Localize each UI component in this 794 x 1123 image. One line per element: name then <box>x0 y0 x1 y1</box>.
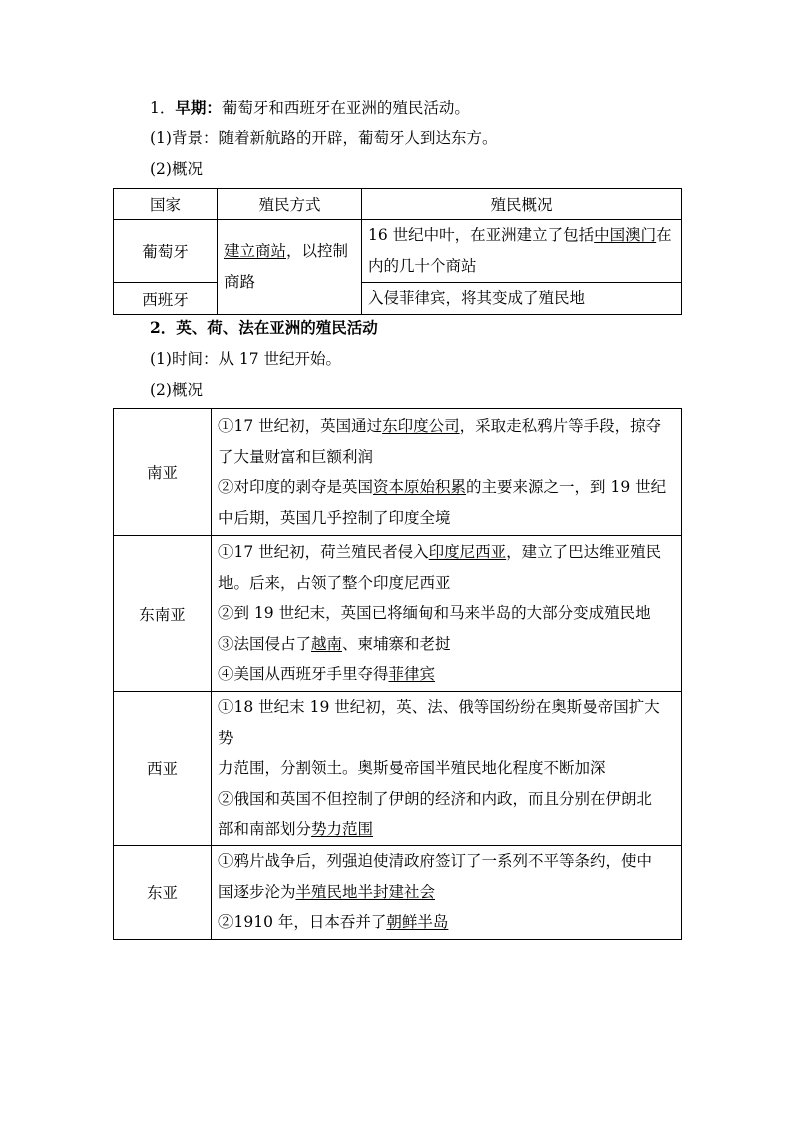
header-method: 殖民方式 <box>218 189 362 220</box>
colonial-table-early <box>113 188 682 315</box>
region-southeast-asia: 东南亚 <box>114 536 212 692</box>
section2-overview-label: (2)概况 <box>150 381 203 399</box>
section1-heading: 1．早期：葡萄牙和西班牙在亚洲的殖民活动。 <box>150 98 470 117</box>
content-south-asia: ①17 世纪初，英国通过东印度公司，采取走私鸦片等手段，掠夺 了大量财富和巨额利润 ②对印度的剥夺是英国资本原始积累的主要来源之一，到 19 世纪 中后期，英国几乎控制了印度全境 <box>212 409 682 536</box>
table-header-row <box>114 189 682 220</box>
country-spain: 西班牙 <box>114 283 218 315</box>
header-country: 国家 <box>114 189 218 220</box>
content-east-asia: ①鸦片战争后，列强迫使清政府签订了一系列不平等条约，使中 国逐步沦为半殖民地半封建社会 ②1910 年，日本吞并了朝鲜半岛 <box>212 845 682 939</box>
section1-overview-label: (2)概况 <box>150 160 203 178</box>
region-west-asia: 西亚 <box>114 692 212 846</box>
section1-background: (1)背景：随着新航路的开辟，葡萄牙人到达东方。 <box>150 129 498 147</box>
section2-time: (1)时间：从 17 世纪开始。 <box>150 350 342 368</box>
colonial-table-later <box>113 408 682 940</box>
table-row-south-asia <box>114 409 682 536</box>
content-southeast-asia: ①17 世纪初，荷兰殖民者侵入印度尼西亚，建立了巴达维亚殖民 地。后来，占领了整个印度尼西亚 ②到 19 世纪末，英国已将缅甸和马来半岛的大部分变成殖民地 ③法国侵占了越南、柬埔寨和老挝 ④美国从西班牙手里夺得菲律宾 <box>212 536 682 692</box>
content-west-asia: ①18 世纪末 19 世纪初，英、法、俄等国纷纷在奥斯曼帝国扩大势 力范围，分割领土。奥斯曼帝国半殖民地化程度不断加深 ②俄国和英国不但控制了伊朗的经济和内政，而且分别在伊朗北 部和南部划分势力范围 <box>212 692 682 846</box>
table-row-portugal <box>114 220 682 283</box>
method-cell: 建立商站，以控制 商路 <box>218 220 362 315</box>
table-row-west-asia <box>114 692 682 846</box>
overview-spain: 入侵菲律宾，将其变成了殖民地 <box>362 283 682 315</box>
region-south-asia: 南亚 <box>114 409 212 536</box>
country-portugal: 葡萄牙 <box>114 220 218 283</box>
overview-portugal: 16 世纪中叶，在亚洲建立了包括中国澳门在 内的几十个商站 <box>362 220 682 283</box>
section2-heading: 2．英、荷、法在亚洲的殖民活动 <box>150 318 378 337</box>
table-row-southeast-asia <box>114 536 682 692</box>
header-overview: 殖民概况 <box>362 189 682 220</box>
table-row-east-asia <box>114 845 682 939</box>
region-east-asia: 东亚 <box>114 845 212 939</box>
table-row-spain <box>114 283 682 315</box>
